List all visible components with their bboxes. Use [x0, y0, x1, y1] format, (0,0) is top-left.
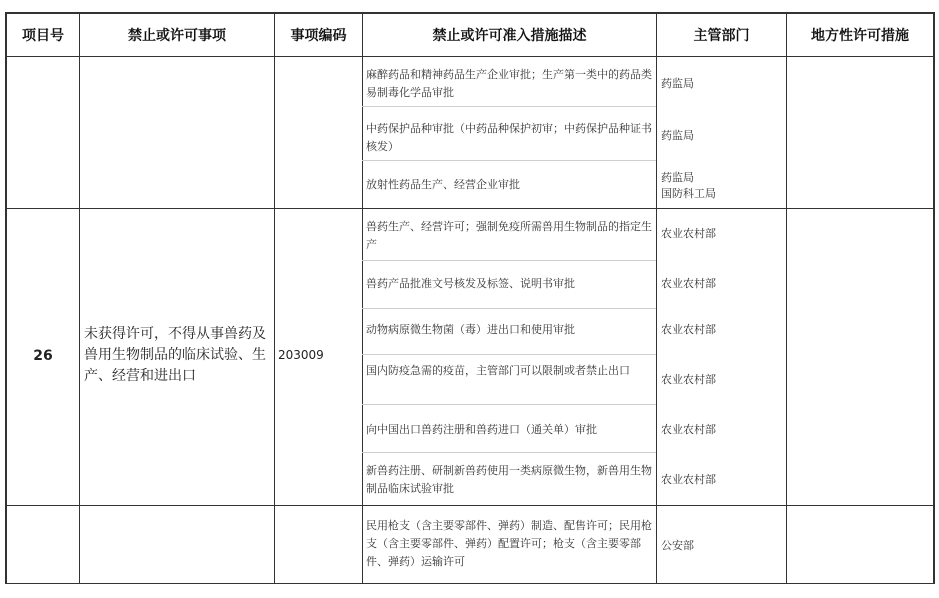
row-divider [5, 208, 935, 209]
measure-desc: 动物病原微生物菌（毒）进出口和使用审批 [366, 323, 575, 336]
column-divider [362, 12, 363, 584]
header-item: 禁止或许可事项 [128, 28, 226, 44]
measure-dept: 药监局 [661, 129, 694, 142]
header-measure-desc: 禁止或许可准入措施描述 [432, 28, 587, 44]
measure-desc: 中药保护品种审批（中药品种保护初审；中药保护品种证书核发） [366, 122, 652, 153]
subitem-divider [362, 308, 656, 309]
item-code: 203009 [278, 348, 324, 362]
measure-desc: 兽药生产、经营许可；强制免疫所需兽用生物制品的指定生产 [366, 220, 652, 251]
measure-desc: 国内防疫急需的疫苗，主管部门可以限制或者禁止出口 [366, 364, 630, 377]
header-dept: 主管部门 [693, 28, 750, 44]
item-number: 26 [33, 348, 53, 364]
header-divider [5, 56, 935, 57]
measure-dept: 农业农村部 [661, 323, 716, 336]
header-code: 事项编码 [290, 28, 347, 44]
measure-desc: 向中国出口兽药注册和兽药进口（通关单）审批 [366, 423, 597, 436]
subitem-divider [362, 260, 656, 261]
measure-desc: 放射性药品生产、经营企业审批 [366, 178, 520, 191]
subitem-divider [362, 106, 656, 107]
measure-desc: 民用枪支（含主要零部件、弹药）制造、配售许可；民用枪支（含主要零部件、弹药）配置许可；枪支（含主要零部件、弹药）运输许可 [366, 519, 652, 568]
measure-desc: 兽药产品批准文号核发及标签、说明书审批 [366, 277, 575, 290]
column-divider [79, 12, 80, 584]
measure-desc: 新兽药注册、研制新兽药使用一类病原微生物，新兽用生物制品临床试验审批 [366, 464, 652, 495]
measure-dept: 公安部 [661, 539, 694, 552]
measure-dept: 农业农村部 [661, 473, 716, 486]
subitem-divider [362, 354, 656, 355]
measure-dept: 农业农村部 [661, 227, 716, 240]
subitem-divider [362, 160, 656, 161]
column-divider [656, 12, 657, 584]
measure-dept: 药监局 国防科工局 [661, 171, 716, 200]
row-divider [5, 505, 935, 506]
item-title: 未获得许可，不得从事兽药及兽用生物制品的临床试验、生产、经营和进出口 [84, 326, 266, 384]
header-local-measure: 地方性许可措施 [811, 28, 909, 44]
column-divider [786, 12, 787, 584]
column-divider [274, 12, 275, 584]
measure-dept: 农业农村部 [661, 277, 716, 290]
measure-dept: 药监局 [661, 77, 694, 90]
header-item-no: 项目号 [22, 28, 64, 44]
subitem-divider [362, 452, 656, 453]
measure-dept: 农业农村部 [661, 373, 716, 386]
measure-desc: 麻醉药品和精神药品生产企业审批；生产第一类中的药品类易制毒化学品审批 [366, 68, 652, 99]
measure-dept: 农业农村部 [661, 423, 716, 436]
subitem-divider [362, 404, 656, 405]
